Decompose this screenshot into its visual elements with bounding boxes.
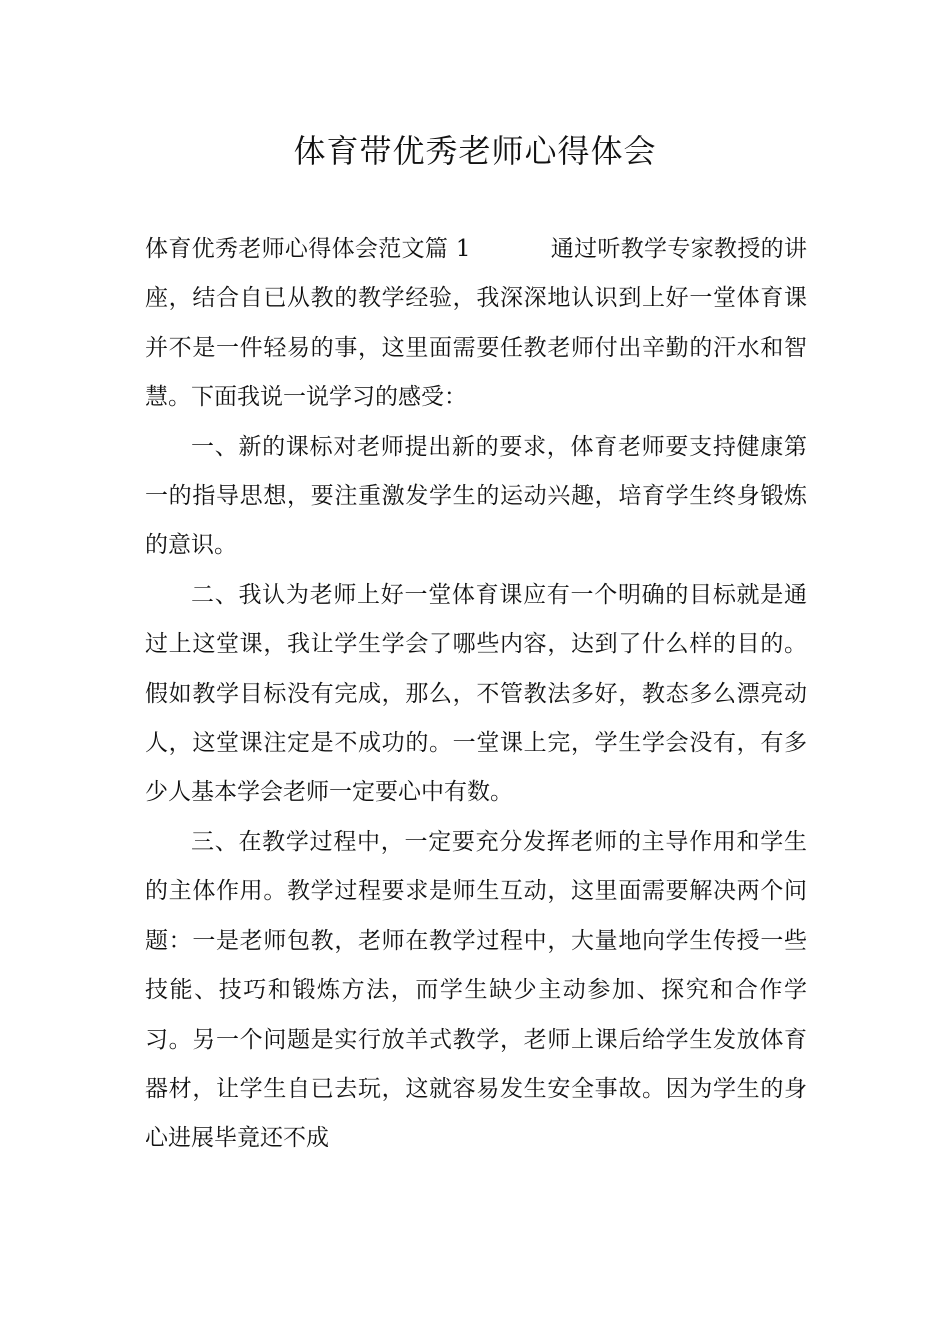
intro-label: 体育优秀老师心得体会范文篇 1 xyxy=(145,236,471,262)
document-body xyxy=(145,225,807,1164)
page-title: 体育带优秀老师心得体会 xyxy=(293,132,657,170)
paragraph-2: 二、我认为老师上好一堂体育课应有一个明确的目标就是通过上这堂课，我让学生学会了哪些内容，达到了什么样的目的。假如教学目标没有完成，那么，不管教法多好，教态多么漂亮动人，这堂课注定是不成功的。一堂课上完，学生学会没有，有多少人基本学会老师一定要心中有数。 xyxy=(145,581,807,806)
paragraph-3: 三、在教学过程中，一定要充分发挥老师的主导作用和学生的主体作用。教学过程要求是师生互动，这里面需要解决两个问题：一是老师包教，老师在教学过程中，大量地向学生传授一些技能、技巧和锻炼方法，而学生缺少主动参加、探究和合作学习。另一个问题是实行放羊式教学，老师上课后给学生发放体育器材，让学生自已去玩，这就容易发生安全事故。因为学生的身心进展毕竟还不成 xyxy=(145,828,807,1152)
intro-text: 通过听教学专家教授的讲座，结合自已从教的教学经验，我深深地认识到上好一堂体育课并不是一件轻易的事，这里面需要任教老师付出辛勤的汗水和智慧。下面我说一说学习的感受： xyxy=(145,236,807,411)
paragraph-1: 一、新的课标对老师提出新的要求，体育老师要支持健康第一的指导思想，要注重激发学生的运动兴趣，培育学生终身锻炼的意识。 xyxy=(145,433,807,559)
intro-paragraph xyxy=(145,225,807,423)
